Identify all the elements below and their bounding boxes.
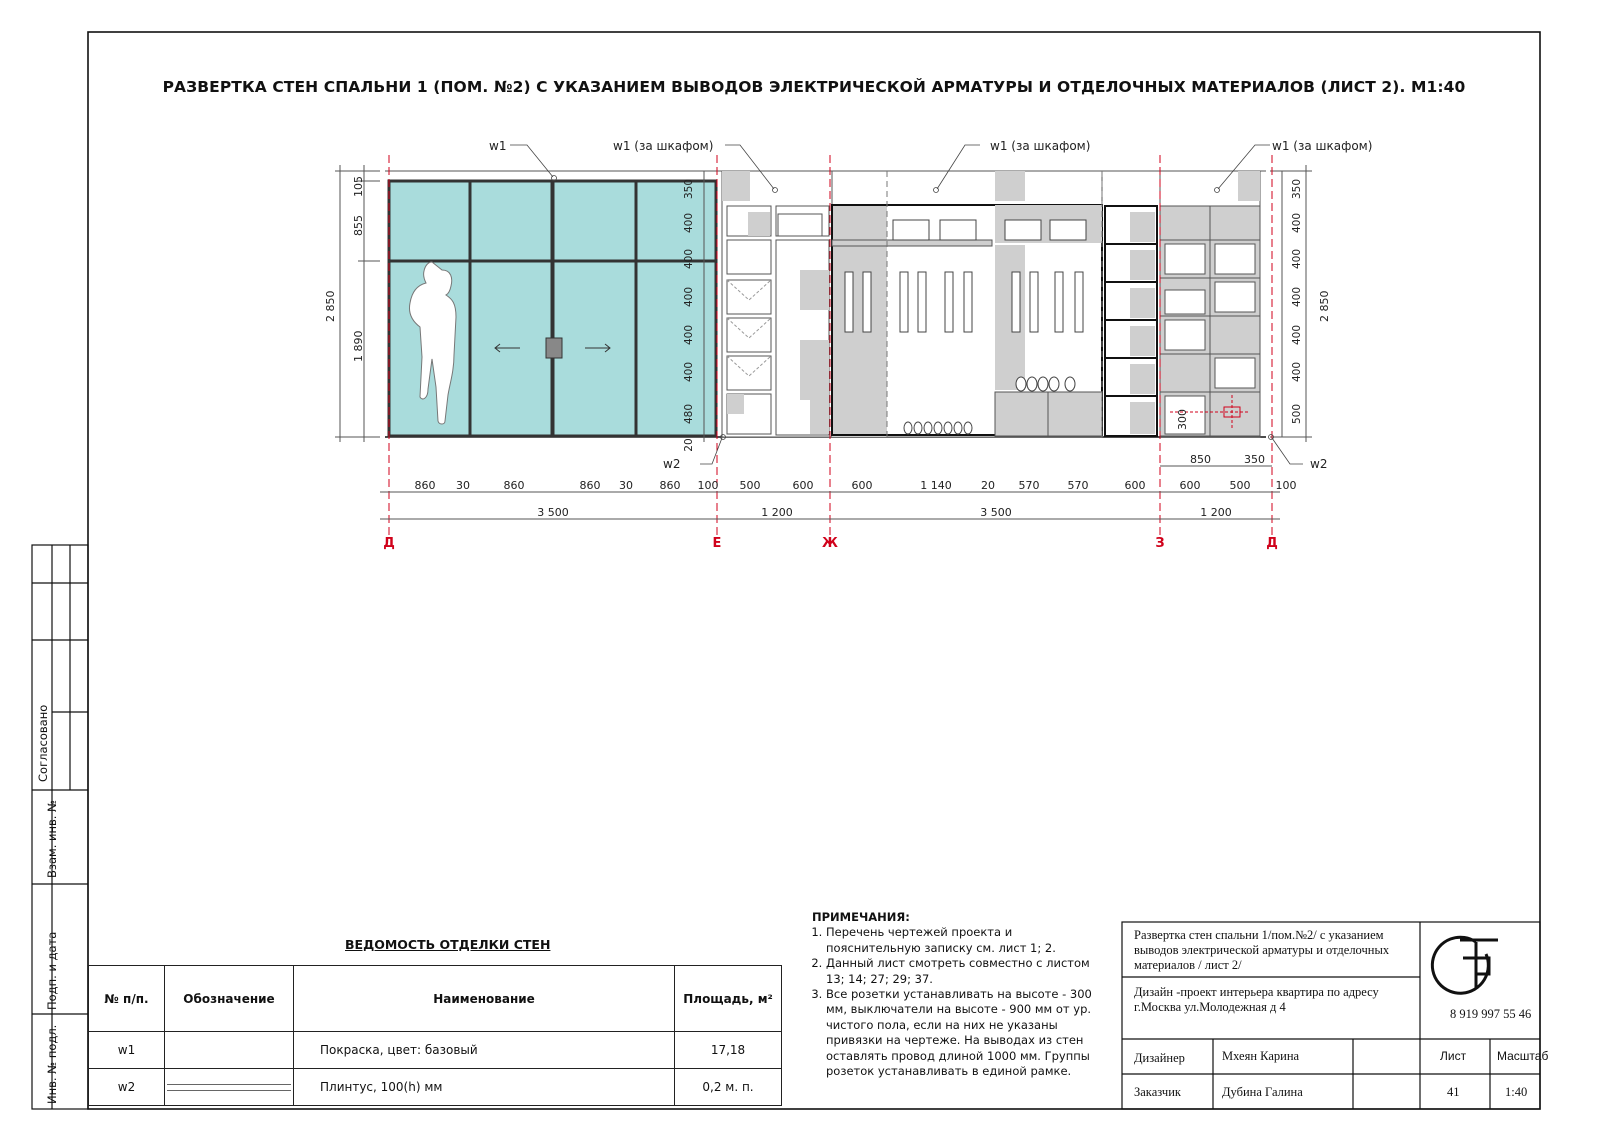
- row-code: [165, 1069, 294, 1106]
- header-area: Площадь, м²: [675, 966, 782, 1032]
- row-name: Покраска, цвет: базовый: [294, 1032, 675, 1069]
- axis-label: Д: [383, 536, 395, 551]
- dim-right-vertical: 400: [1291, 324, 1303, 346]
- dim-shelf-vertical: 400: [683, 324, 695, 346]
- tb-phone: 8 919 997 55 46: [1450, 1007, 1532, 1021]
- tb-project-desc: Дизайн -проект интерьера квартира по адресу г.Москва ул.Молодежная д 4: [1134, 985, 1379, 1014]
- side-label-sign-date: Подп. и дата: [45, 931, 59, 1010]
- axis-label: Ж: [822, 536, 838, 551]
- side-label-replace-inv: Взам. инв. №: [45, 799, 59, 878]
- tb-client-label: Заказчик: [1134, 1085, 1181, 1099]
- dim-bottom-total: 3 500: [980, 506, 1012, 519]
- dim-socket-height: 300: [1176, 409, 1189, 430]
- skirting-symbol: [167, 1084, 291, 1091]
- callout-w1-behind-1: w1 (за шкафом): [613, 139, 714, 153]
- dim-bottom-segment: 570: [1018, 479, 1040, 492]
- tb-sheet-desc: Развертка стен спальни 1/пом.№2/ с указанием выводов электрической арматуры и отделочных материалов / лист 2/: [1134, 928, 1390, 972]
- dim-right-vertical: 400: [1291, 248, 1303, 270]
- dim-bottom-segment: 600: [792, 479, 814, 492]
- dim-shelf-vertical: 480: [683, 403, 695, 425]
- dim-right-vertical: 500: [1291, 403, 1303, 425]
- dim-bottom-segment: 860: [579, 479, 601, 492]
- side-label-inv-orig: Инв. № подл.: [45, 1024, 59, 1104]
- dim-right-vertical: 350: [1291, 178, 1303, 200]
- row-code: [165, 1032, 294, 1069]
- glass-partition: [389, 178, 716, 436]
- side-label-approved: Согласовано: [36, 704, 50, 782]
- cabinet-wardrobe: [832, 171, 1102, 437]
- dim-bottom-segment: 860: [659, 479, 681, 492]
- dim-bottom-segment: 600: [1179, 479, 1201, 492]
- row-area: 17,18: [675, 1032, 782, 1069]
- dim-socket-850: 850: [1190, 453, 1211, 466]
- side-strip: [32, 545, 88, 1109]
- dim-right-total: 2 850: [1318, 290, 1331, 322]
- dim-left-total: 2 850: [324, 290, 337, 322]
- row-num: w2: [89, 1069, 165, 1106]
- dim-bottom-segment: 570: [1067, 479, 1089, 492]
- dim-bottom-segment: 600: [851, 479, 873, 492]
- tb-designer-label: Дизайнер: [1134, 1051, 1185, 1065]
- note-item: 1. Перечень чертежей проекта и пояснительную записку см. лист 1; 2.: [826, 925, 1092, 956]
- tb-scale: 1:40: [1505, 1085, 1528, 1099]
- dim-bottom-segment: 100: [1275, 479, 1297, 492]
- tb-sheet-label: Лист: [1440, 1049, 1467, 1063]
- notes: [812, 910, 1092, 1079]
- header-code: Обозначение: [165, 966, 294, 1032]
- dim-bottom-segment: 500: [1229, 479, 1251, 492]
- dim-bottom-segment: 860: [503, 479, 525, 492]
- row-num: w1: [89, 1032, 165, 1069]
- dim-bottom-segment: 30: [456, 479, 470, 492]
- tb-scale-label: Масштаб: [1497, 1049, 1549, 1063]
- finish-table-header: [89, 966, 782, 1032]
- dim-bottom-segment: 30: [619, 479, 633, 492]
- cabinet-right: [1160, 171, 1260, 437]
- note-item: 3. Все розетки устанавливать на высоте - 300 мм, выключатели на высоте - 900 мм от ур. чистого пола, если на них не указаны привязки на чертеже. На выводах из стен оставлять провод длиной 1000 мм. Группы розеток устанавливать в единой рамке.: [826, 987, 1092, 1079]
- finish-table-title: ВЕДОМОСТЬ ОТДЕЛКИ СТЕН: [345, 937, 551, 952]
- dim-left-1: 105: [352, 176, 365, 197]
- dim-shelf-vertical: 400: [683, 248, 695, 270]
- header-num: № п/п.: [89, 966, 165, 1032]
- notes-heading: ПРИМЕЧАНИЯ:: [812, 910, 910, 924]
- dim-shelf-vertical: 350: [683, 178, 695, 200]
- dim-left-2: 855: [352, 215, 365, 236]
- table-row: [89, 1032, 782, 1069]
- table-row: [89, 1069, 782, 1106]
- elevation: [335, 145, 1312, 535]
- row-area: 0,2 м. п.: [675, 1069, 782, 1106]
- note-item: 2. Данный лист смотреть совместно с листом 13; 14; 27; 29; 37.: [826, 956, 1092, 987]
- dim-right-vertical: 400: [1291, 212, 1303, 234]
- dim-right-vertical: 400: [1291, 286, 1303, 308]
- callout-w2-right: w2: [1310, 457, 1328, 471]
- studio-logo: [1432, 937, 1498, 993]
- dim-bottom-total: 1 200: [1200, 506, 1232, 519]
- tb-sheet-no: 41: [1447, 1085, 1460, 1099]
- cabinet-left: [722, 171, 832, 437]
- callout-w1: w1: [489, 139, 507, 153]
- dim-shelf-vertical: 400: [683, 286, 695, 308]
- dim-bottom-segment: 100: [697, 479, 719, 492]
- dim-bottom-segment: 20: [981, 479, 995, 492]
- axis-label: З: [1155, 536, 1165, 551]
- dim-shelf-vertical: 400: [683, 212, 695, 234]
- dim-bottom-segment: 860: [414, 479, 436, 492]
- axis-label: Е: [712, 536, 722, 551]
- dim-bottom-segment: 600: [1124, 479, 1146, 492]
- notes-list: [812, 925, 1092, 1079]
- tb-designer-name: Мхеян Карина: [1222, 1049, 1300, 1063]
- dim-bottom-total: 3 500: [537, 506, 569, 519]
- header-name: Наименование: [294, 966, 675, 1032]
- dim-left-3: 1 890: [352, 330, 365, 362]
- axis-label: Д: [1266, 536, 1278, 551]
- row-name: Плинтус, 100(h) мм: [294, 1069, 675, 1106]
- dim-shelf-vertical: 400: [683, 361, 695, 383]
- callout-w1-behind-2: w1 (за шкафом): [990, 139, 1091, 153]
- dim-bottom-segment: 500: [739, 479, 761, 492]
- finish-table: [88, 965, 782, 1106]
- sheet-title: РАЗВЕРТКА СТЕН СПАЛЬНИ 1 (ПОМ. №2) С УКАЗАНИЕМ ВЫВОДОВ ЭЛЕКТРИЧЕСКОЙ АРМАТУРЫ И ОТДЕЛОЧНЫХ МАТЕРИАЛОВ (ЛИСТ 2). М1:40: [162, 78, 1466, 96]
- tb-client-name: Дубина Галина: [1222, 1085, 1303, 1099]
- dim-shelf-vertical: 20: [683, 438, 695, 452]
- dim-socket-350: 350: [1244, 453, 1265, 466]
- callout-w1-behind-3: w1 (за шкафом): [1272, 139, 1373, 153]
- cabinet-drawers: [1105, 206, 1157, 436]
- dim-bottom-total: 1 200: [761, 506, 793, 519]
- dim-bottom-segment: 1 140: [920, 479, 952, 492]
- callout-w2-left: w2: [663, 457, 681, 471]
- dim-right-vertical: 400: [1291, 361, 1303, 383]
